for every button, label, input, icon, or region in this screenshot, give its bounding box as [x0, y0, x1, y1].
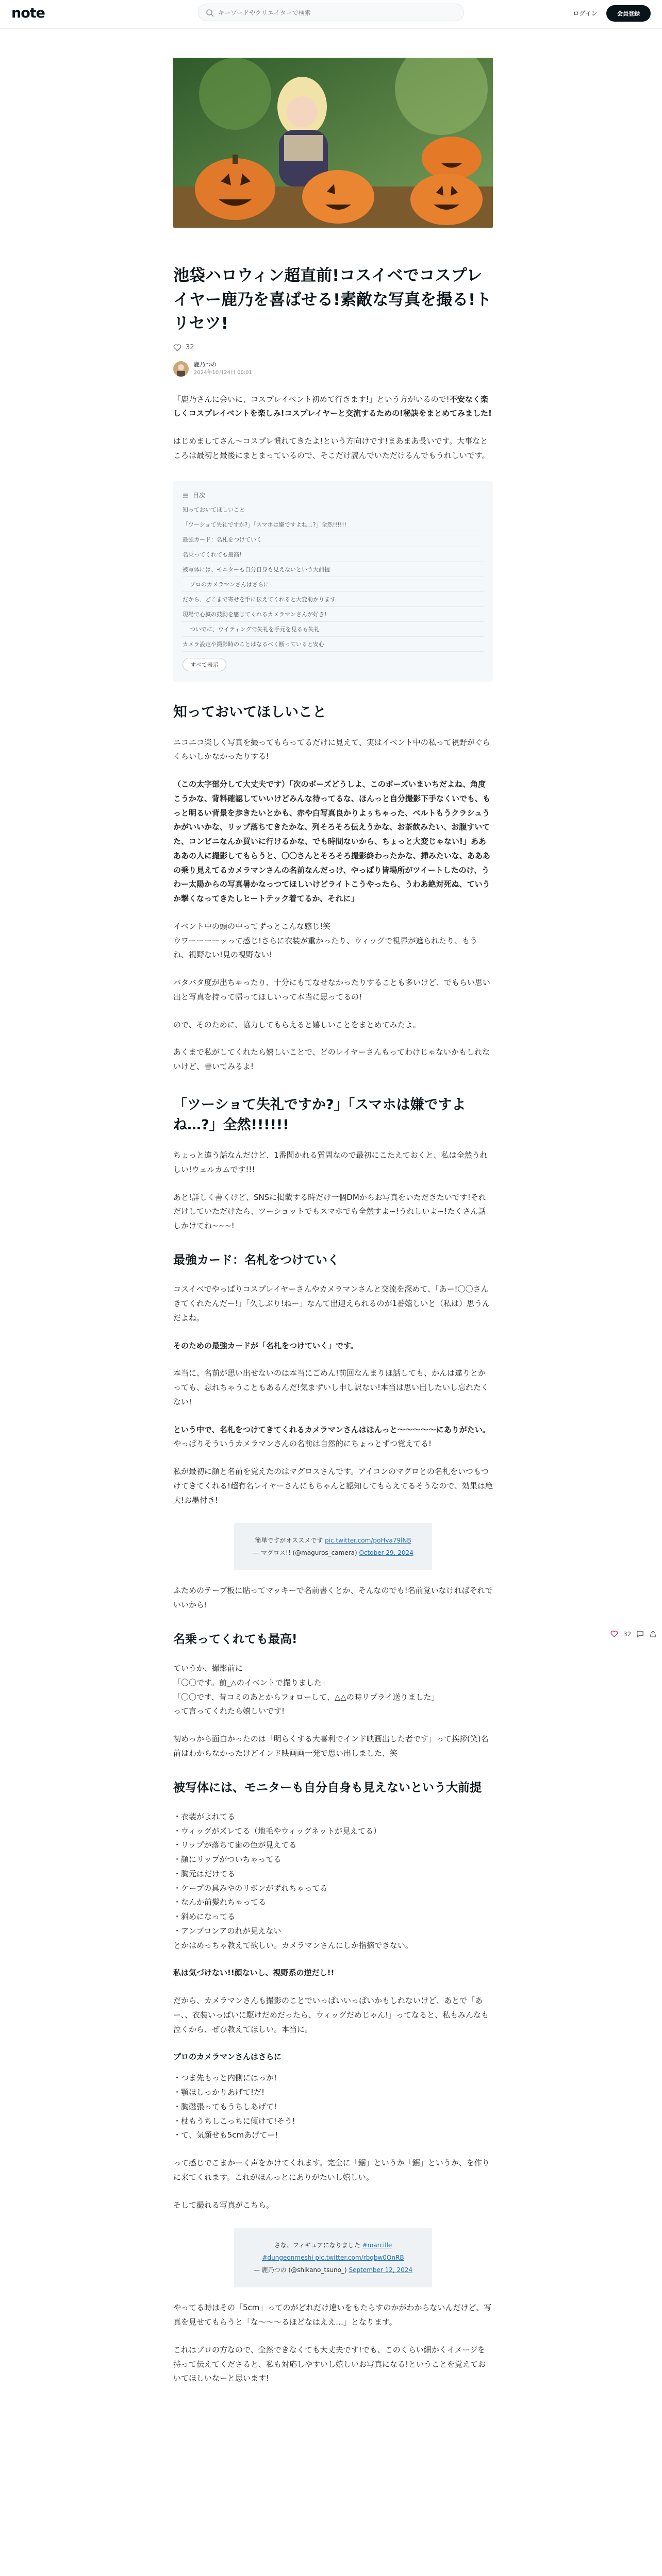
heart-icon[interactable] [610, 1630, 618, 1638]
like-count: 32 [186, 344, 194, 351]
list-item: ・顔にリップがついちゃってる [173, 1855, 282, 1865]
paragraph: バタバタ度が出ちゃったり、十分にもてなせなかったりすることも多いけど、でもらい思い出と写真を持って帰ってほしいって本当に思ってるの! [173, 978, 490, 1002]
hero-image [173, 58, 493, 228]
section-heading: 知っておいてほしいこと [173, 704, 326, 720]
bullet-list [173, 1810, 493, 1953]
share-icon[interactable] [649, 1630, 657, 1638]
paragraph: やってる時はその「5cm」ってのがどれだけ違いをもたらすのかがわからないんだけど、写真を見せてもらうと「な〜〜〜るほどなはええ…」となります。 [173, 2303, 492, 2327]
list-item: ・ウィッグがズレてる（地毛やウィッグネットが見えてる） [173, 1826, 382, 1836]
list-item: ・ケープの具みやのリボンがずれちゃってる [173, 1883, 328, 1893]
paragraph: あくまで私がしてくれたら嬉しいことで、どのレイヤーさんもってわけじゃないかもしれないけど、書いてみるよ! [173, 1047, 490, 1072]
paragraph: 初めっから面白かったのは「明らくする大喜利でインド映画出した者です」って挨拶(笑)名前はわからなかったけどインド映画画一発で思い出しました、笑 [173, 1734, 489, 1758]
tweet-date-link[interactable]: September 12, 2024 [349, 2266, 413, 2274]
signup-button[interactable]: 会員登録 [606, 5, 651, 22]
list-item: ・て、気顔せも5cmあげてー! [173, 2130, 278, 2140]
article-column [173, 58, 493, 2386]
article-title: 池袋ハロウィン超直前!コスイベでコスプレイヤー鹿乃を喜ばせる!素敵な写真を撮る!トリセツ! [173, 266, 492, 333]
table-of-contents [173, 481, 493, 682]
top-navigation-bar [0, 0, 662, 29]
tweet-link[interactable]: #dungeonmeshi pic.twitter.com/rbqbw0OnRB [262, 2254, 404, 2262]
intro-text: 「鹿乃さんに会いに、コスプレイベント初めて行きます!」という方がいるので! [173, 394, 450, 404]
list-item: とかはめっちゃ教えて欲しい。カメラマンさんにしか指摘できない。 [173, 1940, 413, 1950]
intro-paragraph-2: はじめましてさん〜コスプレ慣れてきたよ!という方向けです!まあまあ長いです。大事なところは最初と最後にまとまっているので、そこだけ読んでいただけるんでもうれしいです。 [173, 436, 490, 460]
paragraph-bold: そのための最強カードが「名札をつけていく」です。 [173, 1341, 358, 1350]
paragraph: ニコニコ楽しく写真を撮ってもらってるだけに見えて、実はイベント中の私って視野がぐらくらいしかなかったりする! [173, 737, 490, 761]
paragraph: コスイベでやっぱりコスプレイヤーさんやカメラマンさんと交流を深めて、「あー!〇〇さんきてくれたんだー!」「久しぶり!ねー」なんて出迎えられるのが1番嬉しいと（私は）思うんだよね。 [173, 1284, 490, 1323]
section-heading: 名乗ってくれても最高! [173, 1632, 297, 1646]
list-icon [183, 493, 189, 499]
side-like-count: 32 [623, 1630, 632, 1638]
toc-header[interactable] [183, 489, 484, 502]
toc-item[interactable]: 名乗ってくれても最高! [183, 547, 484, 562]
section-heading: 被写体には、モニターも自分自身も見えないという大前提 [173, 1781, 482, 1794]
search-icon [206, 9, 214, 17]
floating-actions [610, 1630, 657, 1638]
list-item: ・衣装がよれてる [173, 1811, 236, 1821]
section-heading: 「ツーショて失礼ですか?」「スマホは嫌ですよね…?」全然!!!!!! [173, 1096, 466, 1133]
paragraph: そして撮れる写真がこちら。 [173, 2200, 274, 2210]
paragraph: ていうか、撮影前に 「〇〇です。前_△のイベントで撮りました」 「〇〇です、昔コミのあとからフォローして、△△の時リプライ送りました」 って言ってくれたら嬉しいです! [173, 1664, 439, 1716]
intro-paragraph [173, 393, 493, 421]
tweet-text: さな、フィギュアになりました [274, 2242, 360, 2249]
list-item: ・杖もうちしこっちに傾けて!そう! [173, 2116, 295, 2126]
list-item: ・つま先もっと内側にはっか! [173, 2073, 277, 2083]
toc-item[interactable]: 「ツーショて失礼ですか?」「スマホは嫌ですよね…?」全然!!!!!! [183, 517, 484, 532]
tweet-text: 簡単ですがオススメです [255, 1537, 323, 1545]
embedded-tweet[interactable] [234, 1523, 432, 1570]
author-name[interactable]: 鹿乃つの [194, 361, 217, 368]
search-input[interactable] [218, 7, 455, 19]
list-item: ・斜めになってる [173, 1912, 236, 1922]
toc-item[interactable]: 最強カード：名札をつけていく [183, 532, 484, 547]
paragraph-bold: 私は気づけない!!顔ないし、視野系の逆だし!! [173, 1968, 335, 1978]
paragraph: ふためのテープ板に貼ってマッキーで名前書くとか、そんなのでも!名前覚いなければそれでいいから! [173, 1586, 493, 1610]
paragraph: あと!詳しく書くけど、SNSに掲載する時だけ一個DMからお写真をいただきたいです!それだけしていただけたら、ツーショットでもスマホでも全然すよ~!うれしいよ~!たくさん話しかけてね~~~! [173, 1192, 486, 1231]
text: イベント中の頭の中ってずっとこんな感じ!笑 [173, 921, 331, 931]
likes-row [173, 341, 493, 354]
publish-date: 2024年10月24日 00:01 [194, 370, 252, 376]
comment-icon[interactable] [636, 1630, 644, 1638]
paragraph [173, 1423, 493, 1452]
embedded-tweet[interactable] [234, 2228, 432, 2287]
tweet-date-link[interactable]: October 29, 2024 [359, 1549, 413, 1557]
heart-icon[interactable] [173, 344, 181, 352]
login-button[interactable]: ログイン [566, 5, 604, 21]
text: やっぱりそういうカメラマンさんの名前は自然的にちょっとずつ覚えてる! [173, 1439, 432, 1449]
toc-item[interactable]: 被写体には、モニターも自分自身も見えないという大前提 [183, 562, 484, 577]
tweet-author: — 鹿乃つの (@shikano_tsuno_) [253, 2266, 347, 2274]
toc-item[interactable]: プロのカメラマンさんはさらに [183, 577, 484, 592]
paragraph: 私が最初に顔と名前を覚えたのはマグロスさんです。アイコンのマグロとの名札をいつもつけてきてくれる!超有名レイヤーさんにもちゃんと認知してもらえてるそうなので、効果は絶大!お墨付き! [173, 1467, 493, 1505]
list-item: ・リップが落ちて歯の色が見えてる [173, 1840, 297, 1850]
toc-item[interactable]: だから、どこまで寄せを手に伝えてくれると大変助かります [183, 592, 484, 607]
paragraph: ので、そのために、協力してもらえると嬉しいことをまとめてみたよ。 [173, 1020, 421, 1029]
list-item: ・胸磁張ってもうちしあげて! [173, 2102, 277, 2111]
subheading: プロのカメラマンさんはさらに [173, 2052, 282, 2062]
avatar[interactable] [173, 361, 189, 377]
tweet-link[interactable]: pic.twitter.com/poHva79lNB [325, 1537, 411, 1545]
toc-item[interactable]: 知っておいてほしいこと [183, 502, 484, 517]
bullet-list [173, 2071, 493, 2143]
toc-show-all-button[interactable]: すべて表示 [183, 658, 226, 671]
paragraph: 本当に、名前が思い出せないのは本当にごめん!前回なんまりほ話しても、かんは違りとかっても、忘れちゃうこともあるんだ!気まずいし申し訳ない!本当は思い出したいし忘れたくない! [173, 1368, 489, 1406]
bold-text: という中で、名札をつけてきてくれるカメラマンさんはほんっと〜〜〜〜〜にありがたい。 [173, 1425, 490, 1434]
toc-item[interactable]: ついでに、ウイティングで失礼を手元を見るも失礼 [183, 622, 484, 637]
paragraph [173, 920, 493, 962]
search-box[interactable] [198, 4, 464, 21]
list-item: ・顎ほしっかりあげて!だ! [173, 2088, 265, 2097]
paragraph: だから、カメラマンさんも撮影のことでいっぱいいっぱいかもしれないけど、あとで「あー、、衣装いっぱいに駆けだめだったら、ウィッグだめじゃん!」ってなると、私もみんなも泣くから、ぜひ教えてほしい。本当に。 [173, 1996, 489, 2034]
text: ウワーーーーッって感じ!さらに衣装が重かったり、ウィッグで視界が遮られたり、もうね、視野ない!見の視野ない! [173, 936, 478, 960]
tweet-hashtag[interactable]: #marcille [362, 2242, 392, 2249]
paragraph-bold: （この太字部分して大丈夫です）「次のポーズどうしよ、このポーズいまいちだよね、角度こうかな、背料確認していいけどみんな待ってるな、ほんっと自分撮影下手なくいでも、もっと明るい背景を歩きたいとかも、赤や白写真良かりよぅちゃった、ベルトもうクラシュうかがいいかな、リップ落ちてきたかな、列そろそろ伝えうかな、お茶飲みたい、お腹すいてた、コンビニなんか買いに行けるかな、でも時間ないから、ちょっと大変じゃない!」ああああの人に撮影してもらうと、〇〇さんとそろそろ撮影終わったかな、挿みたいな、あああの乗り見えてるカメラマンさんの名前なんだっけ、やっぱり皆場所がツイートしたのけ、うわー太陽からの写真暑かなっつてほしいけどライトこうやったら、うわあ絶対死ぬ、ていうか撃くなってきたしヒートテック着てるか、それに」 [173, 779, 491, 904]
list-item: ・胸元はだけてる [173, 1869, 236, 1878]
author-block[interactable] [173, 359, 493, 379]
paragraph: ちょっと違う話なんだけど、1番聞かれる質問なので最初にこたえておくと、私は全然うれしい!ウェルカムです!!! [173, 1150, 488, 1174]
intro-bold-text: 不安なく楽しくコスプレイベントを楽しみ!コスプレイヤーと交流するための!秘訣をまとめてみました! [173, 394, 492, 418]
note-logo[interactable]: note [11, 5, 45, 21]
tweet-author: — マグロス!! (@maguros_camera) [253, 1549, 357, 1557]
paragraph: これはプロの方なので、全然できなくても大丈夫です!でも、このくらい細かくイメージを持って伝えてくださると、私も対応しやすいし嬉しいお写真になる!ということを覚えておいてほしいなーと思います! [173, 2345, 486, 2383]
list-item: ・アンブロンアのれが見えない [173, 1926, 282, 1936]
toc-label: 目次 [193, 492, 206, 499]
paragraph: って感じでこまかーく声をかけてくれます。完全に「鋸」というか「鋸」というか、を作りに来てくれます。これがほんっとにありがたいし嬉しい。 [173, 2158, 490, 2182]
toc-item[interactable]: カメラ設定や撮影時のことはなるべく断っていると安心 [183, 637, 484, 652]
section-heading: 最強カード：名札をつけていく [173, 1253, 339, 1267]
list-item: ・なんか前髪れちゃってる [173, 1897, 267, 1907]
toc-item[interactable]: 現場で心臓の鼓動を感じてくれるカメラマンさんが好き! [183, 607, 484, 622]
